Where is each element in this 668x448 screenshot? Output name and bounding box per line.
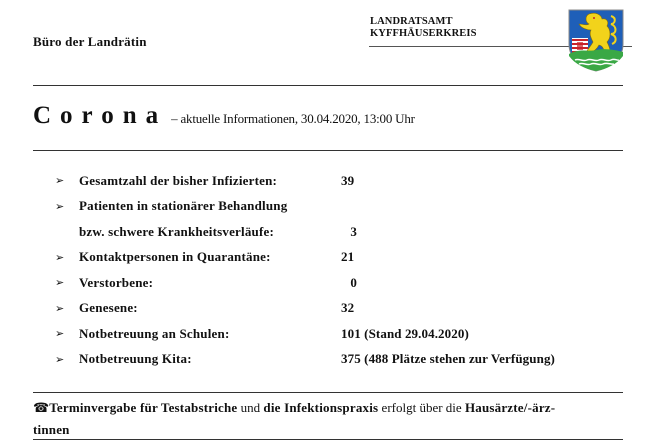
fact-label: Gesamtzahl der bisher Infizierten: [79, 172, 278, 188]
fact-hospitalized [55, 194, 655, 220]
fact-recovered [55, 296, 655, 322]
organization-name [370, 16, 477, 40]
fact-value: 0 [350, 274, 357, 290]
fact-value: 21 [341, 249, 355, 265]
notice-bold-2: die Infektionspraxis [263, 400, 379, 415]
arrow-bullet-icon: ➢ [55, 328, 65, 341]
fact-school-care [55, 321, 655, 347]
title-bottom-rule [33, 150, 623, 151]
fact-deceased [55, 270, 655, 296]
office-name: Büro der Landrätin [33, 34, 147, 49]
fact-label: Notbetreuung Kita: [79, 351, 192, 367]
fact-label: Patienten in stationärer Behandlung [79, 198, 288, 214]
fact-label: Genesene: [79, 300, 138, 316]
arrow-bullet-icon: ➢ [55, 353, 65, 366]
fact-quarantine [55, 245, 655, 271]
fact-kita-care [55, 347, 655, 373]
coat-of-arms-icon [567, 8, 625, 72]
fact-value: 101 (Stand 29.04.2020) [341, 325, 469, 341]
org-line-1: LANDRATSAMT [370, 16, 453, 27]
title-main: Corona [33, 102, 168, 129]
notice-bold-4: tinnen [33, 422, 70, 437]
appointment-notice [33, 397, 633, 441]
notice-bold-3: Hausärzte/-ärz- [464, 400, 556, 415]
notice-text-1: und [237, 400, 264, 415]
notice-text-2: erfolgt über die [378, 400, 465, 415]
telephone-icon: ☎ [33, 400, 50, 415]
arrow-bullet-icon: ➢ [55, 251, 65, 264]
fact-infected [55, 168, 655, 194]
facts-list [55, 168, 655, 372]
arrow-bullet-icon: ➢ [55, 277, 65, 290]
org-line-2: KYFFHÄUSERKREIS [370, 28, 477, 39]
fact-value: 3 [350, 223, 357, 239]
fact-value: 375 (488 Plätze stehen zur Verfügung) [341, 351, 555, 367]
notice-top-rule [33, 392, 623, 393]
fact-label: Notbetreuung an Schulen: [79, 325, 230, 341]
fact-severe [55, 219, 655, 245]
fact-label: Verstorbene: [79, 274, 154, 290]
notice-bottom-rule [33, 439, 623, 440]
notice-bold-1: Terminvergabe für Testabstriche [49, 400, 238, 415]
title-subtitle: – aktuelle Informationen, 30.04.2020, 13:00 Uhr [171, 111, 415, 126]
fact-value: 32 [341, 300, 355, 316]
title-top-rule [33, 85, 623, 86]
arrow-bullet-icon: ➢ [55, 302, 65, 315]
fact-label: Kontaktpersonen in Quarantäne: [79, 249, 271, 265]
arrow-bullet-icon: ➢ [55, 200, 65, 213]
fact-value: 39 [341, 172, 355, 188]
fact-label: bzw. schwere Krankheitsverläufe: [79, 223, 274, 239]
arrow-bullet-icon: ➢ [55, 175, 65, 188]
page-title [33, 102, 415, 130]
